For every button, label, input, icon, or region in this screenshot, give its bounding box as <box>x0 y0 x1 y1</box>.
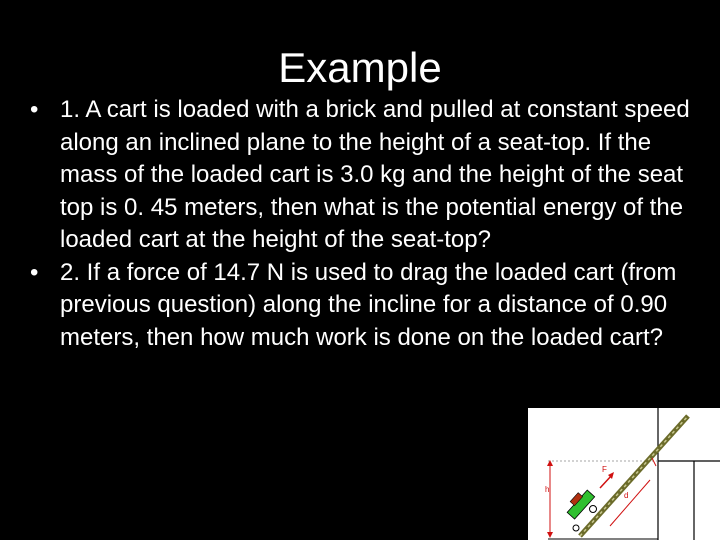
bullet-marker: • <box>30 258 39 286</box>
bullet-marker: • <box>30 96 39 123</box>
slide-title: Example <box>278 44 442 91</box>
cart-body <box>567 490 595 519</box>
bullet-text-1: 1. A cart is loaded with a brick and pulled at constant speed along an inclined plane to the height of a seat-top. If the mass of the loaded cart is 3.0 kg and the height of the seat top is 0. 45 meters, then what is the potential energy of the loaded cart at the height of the seat-top? <box>60 96 690 253</box>
bullet-item-1 <box>30 94 700 257</box>
height-label: h <box>545 485 550 494</box>
force-label: F <box>602 465 607 474</box>
bullet-list <box>30 94 700 354</box>
bullet-item-2 <box>30 257 700 355</box>
cart-wheel <box>573 525 579 531</box>
distance-arrow-tick <box>652 458 656 466</box>
distance-arrow <box>610 480 650 526</box>
incline-diagram-svg <box>528 408 720 540</box>
bullet-text-2: 2. If a force of 14.7 N is used to drag the loaded cart (from previous question) along the incline for a distance of 0.90 meters, then how much work is done on the loaded cart? <box>60 258 677 351</box>
cart-wheel <box>590 506 597 513</box>
incline-diagram <box>528 408 720 540</box>
height-arrow-head-bottom <box>547 532 553 538</box>
cart <box>563 487 594 519</box>
distance-label: d <box>624 491 629 500</box>
